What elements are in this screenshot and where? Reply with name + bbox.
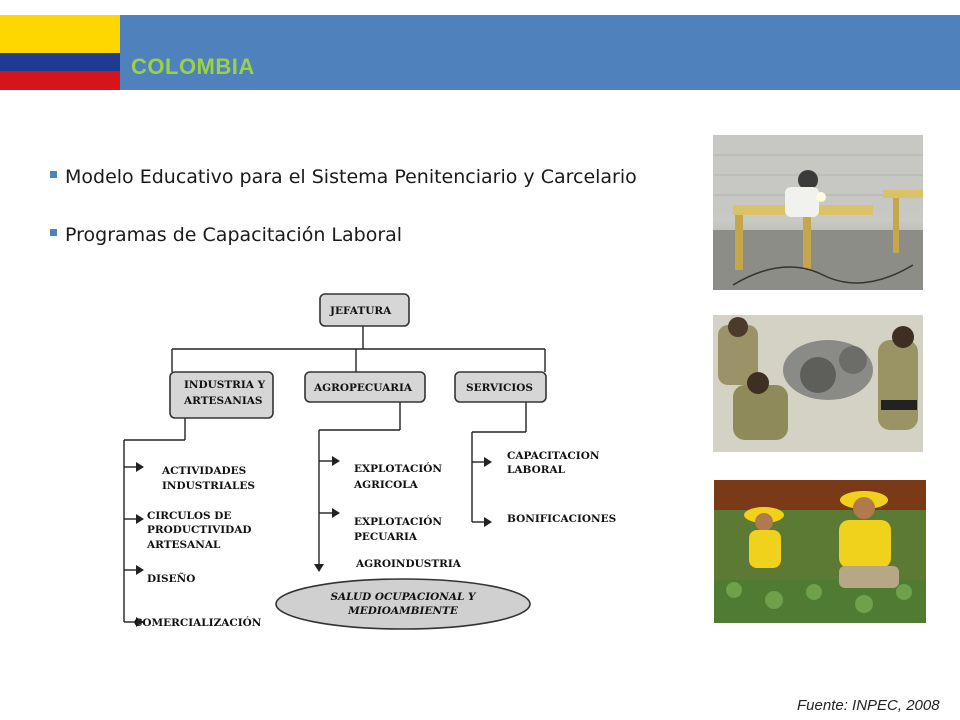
source-citation: Fuente: INPEC, 2008 xyxy=(797,697,940,714)
photo-nursery xyxy=(714,480,926,623)
org-box-label: INDUSTRIA Y xyxy=(184,379,266,391)
bullet-text: Programas de Capacitación Laboral xyxy=(65,224,403,246)
bullet-text: Modelo Educativo para el Sistema Penitenciario y Carcelario xyxy=(65,166,637,188)
org-item: AGROINDUSTRIA xyxy=(356,558,461,570)
page-title: COLOMBIA xyxy=(131,54,255,79)
org-box-label: SERVICIOS xyxy=(466,382,533,394)
arrow-right-icon xyxy=(136,565,144,575)
arrow-right-icon xyxy=(484,517,492,527)
org-item: BONIFICACIONES xyxy=(507,513,617,525)
arrow-down-icon xyxy=(314,564,324,572)
org-item: AGRICOLA xyxy=(354,479,418,491)
welding-scene-icon xyxy=(713,135,923,290)
org-item: ARTESANAL xyxy=(147,539,221,551)
machinery-scene-icon xyxy=(713,315,923,452)
org-footer-label: SALUD OCUPACIONAL Y xyxy=(330,591,476,603)
org-footer-ellipse xyxy=(276,579,530,629)
org-item: CIRCULOS DE xyxy=(147,510,232,522)
org-item: LABORAL xyxy=(507,464,566,476)
org-item: COMERCIALIZACIÓN xyxy=(134,617,262,629)
org-item: ACTIVIDADES xyxy=(162,465,247,477)
org-box-label: AGROPECUARIA xyxy=(314,382,413,394)
org-item: INDUSTRIALES xyxy=(162,480,255,492)
org-box-label: ARTESANIAS xyxy=(184,395,263,407)
arrow-right-icon xyxy=(484,457,492,467)
arrow-right-icon xyxy=(136,514,144,524)
org-item: EXPLOTACIÓN xyxy=(354,463,442,475)
photo-welding xyxy=(713,135,923,290)
arrow-right-icon xyxy=(136,462,144,472)
photo-machinery xyxy=(713,315,923,452)
org-footer-label: MEDIOAMBIENTE xyxy=(348,605,458,617)
org-item: PRODUCTIVIDAD xyxy=(147,524,252,536)
org-item: CAPACITACION xyxy=(507,450,600,462)
org-item: DISEÑO xyxy=(147,573,196,585)
arrow-right-icon xyxy=(332,456,340,466)
org-item: PECUARIA xyxy=(354,531,418,543)
arrow-right-icon xyxy=(332,508,340,518)
org-box-label: JEFATURA xyxy=(330,305,392,317)
org-item: EXPLOTACIÓN xyxy=(354,516,442,528)
nursery-scene-icon xyxy=(714,480,926,623)
